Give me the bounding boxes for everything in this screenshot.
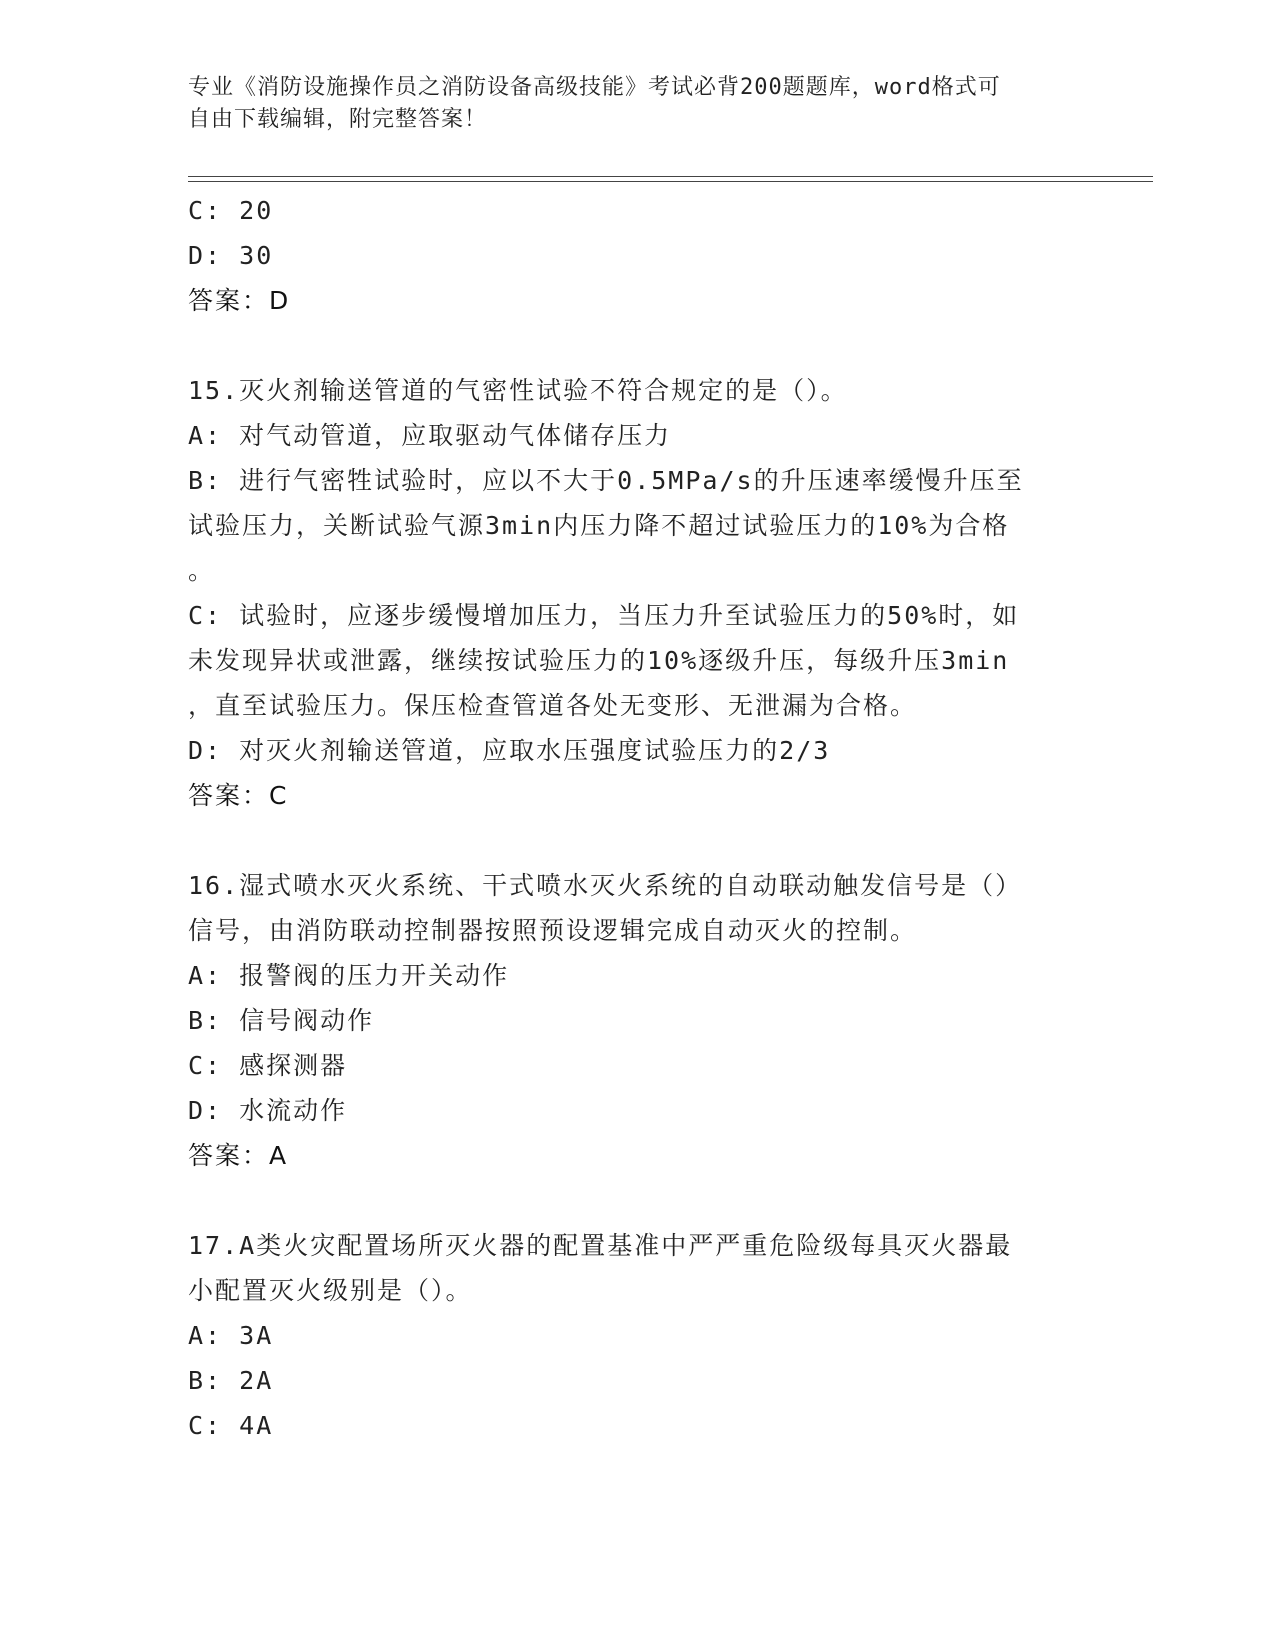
- option-c-cont: 未发现异状或泄露，继续按试验压力的10%逐级升压，每级升压3min: [188, 646, 1010, 675]
- option-b-cont: 试验压力，关断试验气源3min内压力降不超过试验压力的10%为合格: [188, 511, 1010, 540]
- option-b: B: 进行气密牲试验时，应以不大于0.5MPa/s的升压速率缓慢升压至: [188, 466, 1024, 495]
- document-body: [188, 188, 1068, 1448]
- spacer: [188, 1178, 1068, 1223]
- option-c: C: 20: [188, 196, 274, 225]
- question-15: [188, 368, 1068, 818]
- option-d: D: 水流动作: [188, 1096, 348, 1125]
- question-14-continued: [188, 188, 1068, 323]
- question-17: [188, 1223, 1068, 1448]
- option-c: C: 感探测器: [188, 1051, 348, 1080]
- question-line-cont: 小配置灭火级别是（）。: [188, 1276, 473, 1305]
- option-c-cont: ，直至试验压力。保压检查管道各处无变形、无泄漏为合格。: [188, 691, 918, 720]
- question-line-cont: 信号，由消防联动控制器按照预设逻辑完成自动灭火的控制。: [188, 916, 918, 945]
- document-header: [188, 72, 1068, 136]
- option-a: A: 3A: [188, 1321, 274, 1350]
- option-a: A: 报警阀的压力开关动作: [188, 961, 510, 990]
- option-d: D: 对灭火剂输送管道，应取水压强度试验压力的2/3: [188, 736, 831, 765]
- spacer: [188, 323, 1068, 368]
- spacer: [188, 818, 1068, 863]
- option-b: B: 2A: [188, 1366, 274, 1395]
- option-c: C: 试验时，应逐步缓慢增加压力，当压力升至试验压力的50%时，如: [188, 601, 1020, 630]
- header-line-1: 专业《消防设施操作员之消防设备高级技能》考试必背200题题库，word格式可: [188, 75, 1001, 100]
- question-line: 17.A类火灾配置场所灭火器的配置基准中严严重危险级每具灭火器最: [188, 1231, 1013, 1260]
- question-line: 16.湿式喷水灭火系统、干式喷水灭火系统的自动联动触发信号是（）: [188, 871, 1023, 900]
- header-line-2: 自由下载编辑，附完整答案！: [188, 107, 488, 132]
- option-b-cont: 。: [188, 556, 216, 585]
- answer-label: 答案：A: [188, 1141, 289, 1170]
- answer-label: 答案：C: [188, 781, 289, 810]
- question-16: [188, 863, 1068, 1178]
- question-line: 15.灭火剂输送管道的气密性试验不符合规定的是（）。: [188, 376, 848, 405]
- header-divider-top: [188, 176, 1153, 177]
- option-a: A: 对气动管道，应取驱动气体储存压力: [188, 421, 672, 450]
- answer-label: 答案：D: [188, 286, 291, 315]
- option-c: C: 4A: [188, 1411, 274, 1440]
- option-b: B: 信号阀动作: [188, 1006, 375, 1035]
- option-d: D: 30: [188, 241, 274, 270]
- header-divider-bottom: [188, 181, 1153, 182]
